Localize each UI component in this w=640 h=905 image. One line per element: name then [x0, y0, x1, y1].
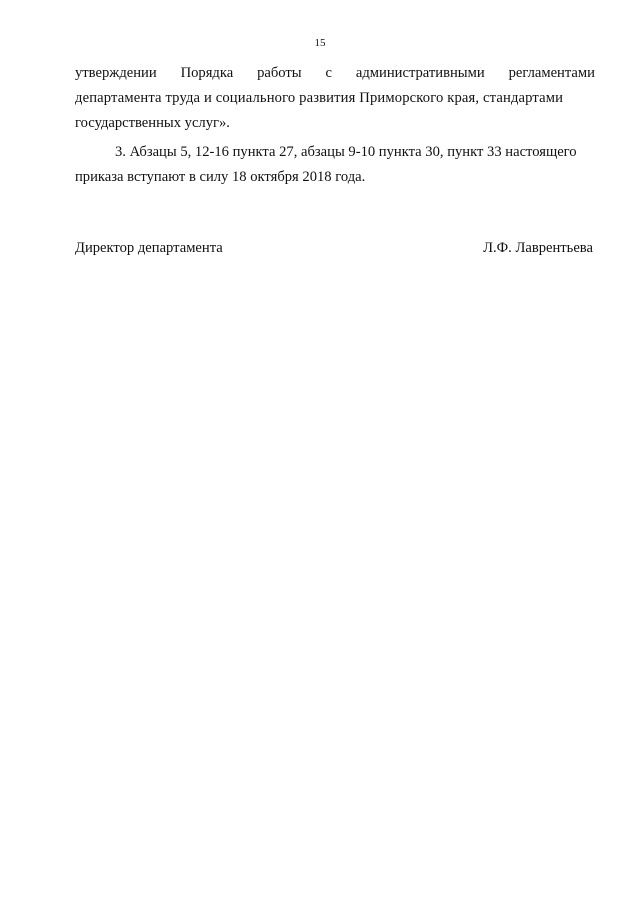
word: административными — [355, 65, 485, 81]
page-number: 15 — [314, 37, 326, 49]
signatory-position: Директор департамента — [75, 240, 223, 256]
signature-block — [75, 236, 593, 261]
paragraph-2-line-1: 3. Абзацы 5, 12-16 пункта 27, абзацы 9-10 пункта 30, пункт 33 настоящего — [115, 144, 577, 160]
paragraph-1 — [75, 61, 595, 136]
word: регламентами — [508, 65, 595, 81]
paragraph-2-line-2: приказа вступают в силу 18 октября 2018 года. — [75, 169, 366, 185]
word: работы — [257, 65, 302, 81]
paragraph-1-line-1 — [75, 61, 595, 86]
signatory-name: Л.Ф. Лаврентьева — [483, 240, 593, 256]
paragraph-1-line-3: государственных услуг». — [75, 115, 230, 131]
word: утверждении — [75, 65, 157, 81]
paragraph-1-line-2: департамента труда и социального развития Приморского края, стандартами — [75, 90, 564, 106]
paragraph-2 — [75, 140, 595, 190]
word: с — [325, 65, 332, 81]
word: Порядка — [180, 65, 234, 81]
